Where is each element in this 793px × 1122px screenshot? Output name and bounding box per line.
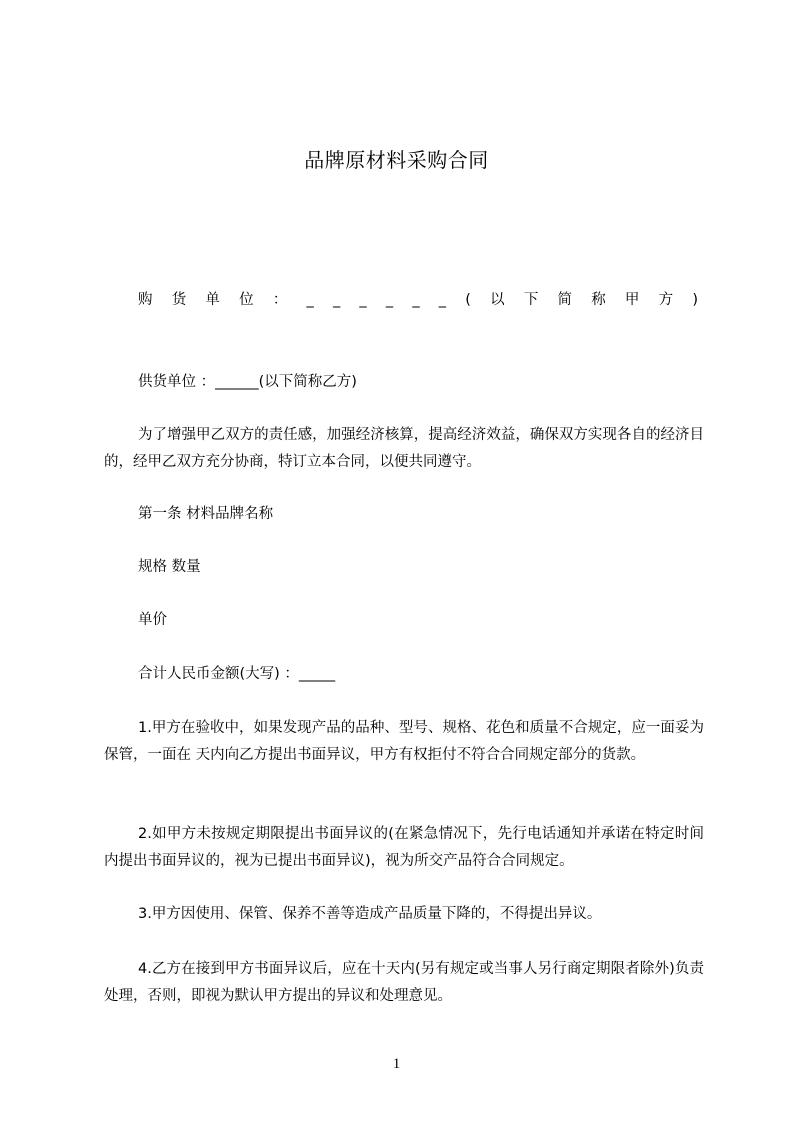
buyer-line-char: 方: [658, 292, 674, 308]
buyer-line-char: 甲: [624, 292, 640, 308]
buyer-line-char: ): [692, 292, 698, 308]
clause-2: 2.如甲方未按规定期限提出书面异议的(在紧急情况下，先行电话通知并承诺在特定时间内提出书面异议的，视为已提出书面异议)，视为所交产品符合合同规定。: [104, 826, 704, 869]
page-number: 1: [392, 1056, 401, 1072]
clause-4: 4.乙方在接到甲方书面异议后，应在十天内(另有规定或当事人另行商定期限者除外)负责处理，否则，即视为默认甲方提出的异议和处理意见。: [104, 961, 704, 1004]
buyer-line-char: _: [306, 292, 314, 308]
document-title: 品牌原材料采购合同: [304, 148, 489, 172]
buyer-line-char: _: [412, 292, 420, 308]
unit-price-line: 单价: [138, 612, 167, 628]
clause-1: 1.甲方在验收中，如果发现产品的品种、型号、规格、花色和质量不合规定，应一面妥为保管，一面在 天内向乙方提出书面异议，甲方有权拒付不符合合同规定部分的货款。: [104, 720, 704, 763]
buyer-line-char: 购: [138, 292, 153, 308]
article1-heading: 第一条 材料品牌名称: [138, 506, 274, 522]
spec-quantity-line: 规格 数量: [138, 559, 201, 575]
buyer-line-char: 称: [591, 292, 606, 308]
buyer-line-char: 简: [557, 292, 573, 308]
buyer-line-char: (: [465, 292, 471, 308]
buyer-line-char: 下: [523, 292, 539, 308]
buyer-line-char: ：: [272, 292, 288, 308]
buyer-line: [138, 290, 698, 310]
supplier-line: 供货单位 ：______(以下简称乙方): [138, 374, 357, 390]
buyer-line-char: _: [359, 292, 367, 308]
buyer-line-char: 货: [171, 292, 187, 308]
buyer-line-char: 单: [205, 292, 220, 308]
intro-paragraph: 为了增强甲乙双方的责任感，加强经济核算，提高经济效益，确保双方实现各自的经济目的，经甲乙双方充分协商，特订立本合同，以便共同遵守。: [104, 427, 704, 470]
buyer-line-char: _: [332, 292, 341, 308]
buyer-line-char: _: [385, 292, 394, 308]
buyer-line-char: 以: [490, 292, 505, 308]
total-amount-line: 合计人民币金额(大写) ：_____: [138, 666, 336, 682]
buyer-line-char: _: [438, 292, 447, 308]
clause-3: 3.甲方因使用、保管、保养不善等造成产品质量下降的，不得提出异议。: [138, 906, 602, 922]
buyer-line-char: 位: [239, 292, 254, 308]
